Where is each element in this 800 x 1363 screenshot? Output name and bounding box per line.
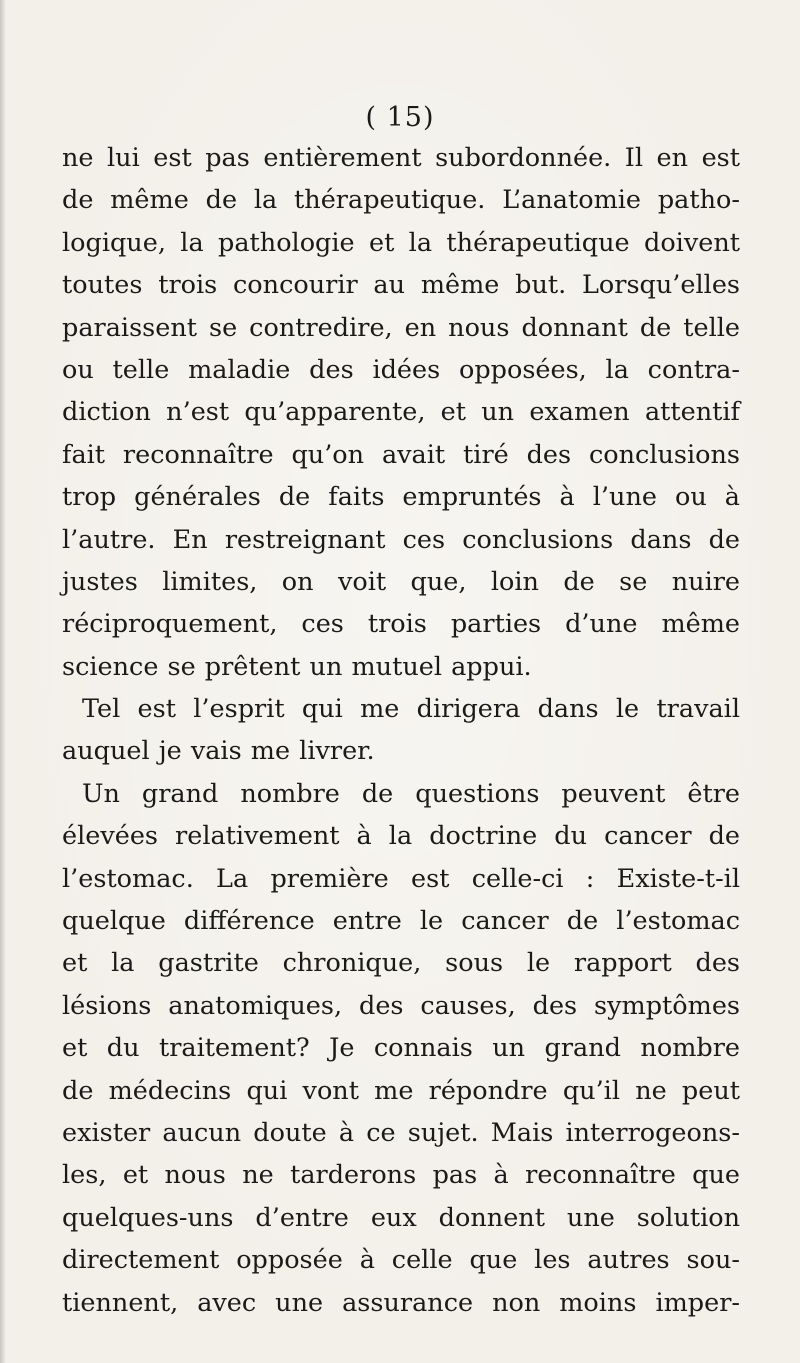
text-line-24: exister aucun doute à ce sujet. Mais interrogeons- (62, 1117, 740, 1148)
text-line-28: tiennent, avec une assurance non moins imper- (62, 1287, 740, 1318)
body-text (62, 137, 740, 1324)
text-line-22: et du traitement? Je connais un grand nombre (62, 1033, 740, 1064)
text-line-12: réciproquement, ces trois parties d’une même (62, 609, 740, 640)
text-line-15: auquel je vais me livrer. (62, 736, 375, 767)
text-line-1: ne lui est pas entièrement subordonnée. Il en est (62, 143, 740, 173)
text-line-9: trop générales de faits empruntés à l’une ou à (62, 482, 740, 513)
text-line-23: de médecins qui vont me répondre qu’il ne peut (62, 1075, 740, 1106)
text-line-8: fait reconnaître qu’on avait tiré des conclusions (62, 439, 740, 470)
text-line-3: logique, la pathologie et la thérapeutique doivent (62, 227, 740, 258)
text-line-5: paraissent se contredire, en nous donnant de telle (62, 312, 740, 343)
text-line-10: l’autre. En restreignant ces conclusions dans de (62, 524, 740, 555)
text-line-19: quelque différence entre le cancer de l’estomac (62, 906, 740, 937)
text-line-20: et la gastrite chronique, sous le rapport des (62, 948, 740, 979)
text-line-16: Un grand nombre de questions peuvent être (82, 778, 740, 809)
text-line-13: science se prêtent un mutuel appui. (62, 651, 532, 682)
text-line-11: justes limites, on voit que, loin de se nuire (62, 566, 740, 597)
text-line-6: ou telle maladie des idées opposées, la contra- (62, 354, 740, 385)
text-line-27: directement opposée à celle que les autres sou- (62, 1245, 740, 1276)
text-line-14: Tel est l’esprit qui me dirigera dans le travail (82, 694, 740, 725)
text-line-4: toutes trois concourir au même but. Lorsqu’elles (62, 270, 740, 301)
text-line-2: de même de la thérapeutique. L’anatomie patho- (62, 185, 740, 216)
page-gutter-shadow (0, 0, 6, 1363)
text-line-17: élevées relativement à la doctrine du cancer de (62, 821, 740, 852)
text-line-21: lésions anatomiques, des causes, des symptômes (62, 990, 740, 1021)
text-line-26: quelques-uns d’entre eux donnent une solution (62, 1202, 740, 1233)
text-line-7: diction n’est qu’apparente, et un examen attentif (62, 397, 740, 428)
page-number: ( 15) (365, 102, 435, 133)
text-line-25: les, et nous ne tarderons pas à reconnaître que (62, 1160, 740, 1191)
text-line-18: l’estomac. La première est celle-ci : Existe-t-il (62, 863, 740, 894)
